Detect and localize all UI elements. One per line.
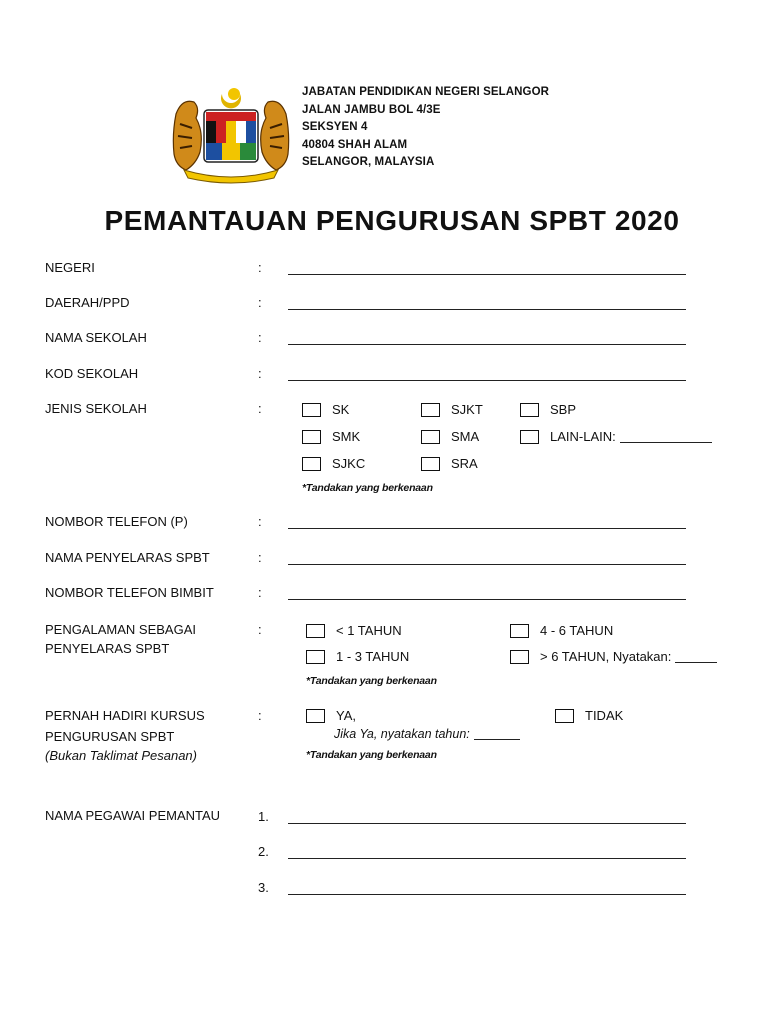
label-pegawai: NAMA PEGAWAI PEMANTAU	[45, 808, 221, 823]
pegawai-2-field[interactable]	[288, 858, 686, 859]
lain-lain-field[interactable]	[620, 431, 712, 443]
option-label: SJKT	[451, 402, 483, 417]
pegawai-number: 3.	[258, 880, 269, 895]
option-label: SMA	[451, 429, 480, 444]
option-sra[interactable]	[421, 456, 478, 472]
checkbox[interactable]	[555, 709, 574, 723]
instruction-note: *Tandakan yang berkenaan	[306, 675, 437, 687]
checkbox[interactable]	[302, 457, 321, 471]
colon: :	[258, 622, 262, 637]
nama-sekolah-field[interactable]	[288, 344, 686, 345]
checkbox[interactable]	[510, 650, 529, 664]
pegawai-number: 2.	[258, 844, 269, 859]
checkbox[interactable]	[421, 430, 440, 444]
ya-tahun-row	[334, 726, 520, 742]
option-ya[interactable]	[306, 708, 356, 724]
option-sk[interactable]	[302, 402, 349, 418]
tahun-field[interactable]	[474, 728, 520, 740]
option-label: YA,	[336, 708, 356, 723]
nama-penyelaras-field[interactable]	[288, 564, 686, 565]
address-line: SEKSYEN 4	[302, 121, 368, 133]
pegawai-3-field[interactable]	[288, 894, 686, 895]
colon: :	[258, 330, 262, 345]
checkbox[interactable]	[510, 624, 529, 638]
instruction-note: *Tandakan yang berkenaan	[306, 749, 437, 761]
ya-note: Jika Ya, nyatakan tahun:	[334, 727, 470, 741]
label-kursus-cont: PENGURUSAN SPBT	[45, 729, 175, 744]
label-daerah: DAERAH/PPD	[45, 295, 130, 310]
label-negeri: NEGERI	[45, 260, 95, 275]
option-lebih-6-tahun[interactable]	[510, 649, 717, 665]
colon: :	[258, 295, 262, 310]
option-1-3-tahun[interactable]	[306, 649, 409, 665]
telefon-bimbit-field[interactable]	[288, 599, 686, 600]
checkbox[interactable]	[306, 709, 325, 723]
option-sjkc[interactable]	[302, 456, 365, 472]
option-smk[interactable]	[302, 429, 360, 445]
label-nama-sekolah: NAMA SEKOLAH	[45, 330, 147, 345]
option-label: LAIN-LAIN:	[550, 429, 616, 444]
checkbox[interactable]	[302, 430, 321, 444]
pegawai-number: 1.	[258, 809, 269, 824]
kod-sekolah-field[interactable]	[288, 380, 686, 381]
option-label: SBP	[550, 402, 577, 417]
coat-of-arms-logo	[170, 84, 292, 184]
institution-address	[302, 84, 549, 172]
colon: :	[258, 514, 262, 529]
checkbox[interactable]	[421, 403, 440, 417]
pegawai-1-field[interactable]	[288, 823, 686, 824]
nyatakan-field[interactable]	[675, 651, 717, 663]
checkbox[interactable]	[421, 457, 440, 471]
telefon-p-field[interactable]	[288, 528, 686, 529]
option-sma[interactable]	[421, 429, 479, 445]
label-kod-sekolah: KOD SEKOLAH	[45, 366, 139, 381]
colon: :	[258, 585, 262, 600]
label-kursus-note: (Bukan Taklimat Pesanan)	[45, 748, 197, 763]
option-kurang-1-tahun[interactable]	[306, 623, 402, 639]
label-jenis-sekolah: JENIS SEKOLAH	[45, 401, 147, 416]
colon: :	[258, 401, 262, 416]
colon: :	[258, 260, 262, 275]
option-label: 4 - 6 TAHUN	[540, 623, 614, 638]
checkbox[interactable]	[520, 430, 539, 444]
checkbox[interactable]	[306, 624, 325, 638]
checkbox[interactable]	[520, 403, 539, 417]
option-lain-lain[interactable]	[520, 429, 712, 445]
instruction-note: *Tandakan yang berkenaan	[302, 482, 433, 494]
address-line: 40804 SHAH ALAM	[302, 138, 408, 151]
option-label: > 6 TAHUN, Nyatakan:	[540, 649, 672, 664]
option-label: SK	[332, 402, 350, 417]
option-label: TIDAK	[585, 708, 624, 723]
option-label: SRA	[451, 456, 478, 471]
colon: :	[258, 708, 262, 723]
label-kursus: PERNAH HADIRI KURSUS	[45, 708, 205, 723]
label-pengalaman-cont: PENYELARAS SPBT	[45, 641, 170, 656]
label-telefon-p: NOMBOR TELEFON (P)	[45, 514, 188, 529]
label-nama-penyelaras: NAMA PENYELARAS SPBT	[45, 550, 210, 565]
option-label: 1 - 3 TAHUN	[336, 649, 410, 664]
option-label: < 1 TAHUN	[336, 623, 402, 638]
option-tidak[interactable]	[555, 708, 623, 724]
address-line: SELANGOR, MALAYSIA	[302, 156, 435, 168]
daerah-field[interactable]	[288, 309, 686, 310]
checkbox[interactable]	[302, 403, 321, 417]
checkbox[interactable]	[306, 650, 325, 664]
address-line: JABATAN PENDIDIKAN NEGERI SELANGOR	[302, 86, 550, 98]
option-4-6-tahun[interactable]	[510, 623, 613, 639]
option-sbp[interactable]	[520, 402, 576, 418]
colon: :	[258, 550, 262, 565]
option-sjkt[interactable]	[421, 402, 483, 418]
page-title: PEMANTAUAN PENGURUSAN SPBT 2020	[104, 205, 680, 236]
negeri-field[interactable]	[288, 274, 686, 275]
colon: :	[258, 366, 262, 381]
address-line: JALAN JAMBU BOL 4/3E	[302, 103, 441, 116]
option-label: SMK	[332, 429, 361, 444]
label-pengalaman: PENGALAMAN SEBAGAI	[45, 622, 196, 637]
label-telefon-bimbit: NOMBOR TELEFON BIMBIT	[45, 585, 214, 600]
option-label: SJKC	[332, 456, 366, 471]
